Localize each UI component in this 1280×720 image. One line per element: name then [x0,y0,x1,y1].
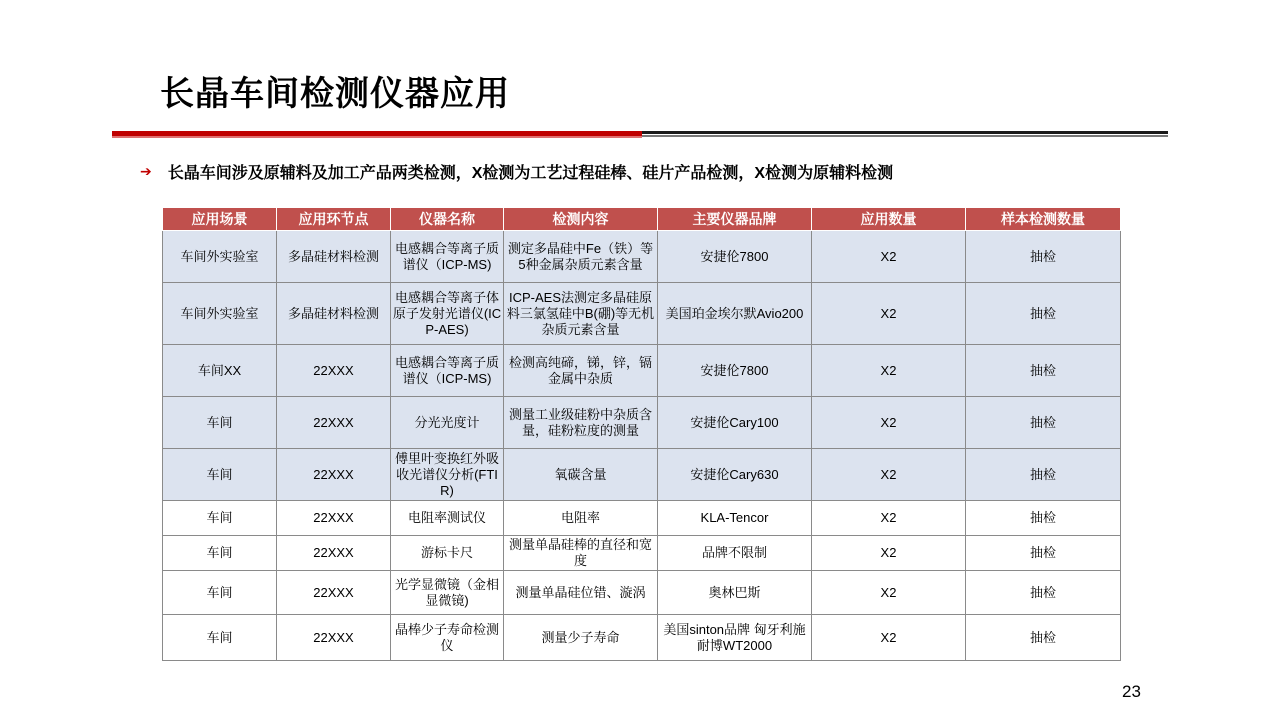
header-cell: 仪器名称 [391,208,504,231]
cell-content: 氧碳含量 [504,449,658,501]
cell-brand: 安捷伦7800 [658,231,812,283]
header-cell: 样本检测数量 [966,208,1121,231]
cell-node: 22XXX [277,571,391,615]
cell-brand: 品牌不限制 [658,536,812,571]
cell-instrument: 傅里叶变换红外吸收光谱仪分析(FTIR) [391,449,504,501]
cell-content: 测量少子寿命 [504,615,658,661]
table-row [163,615,1121,661]
cell-sample: 抽检 [966,283,1121,345]
bullet-point [140,160,893,183]
table-row [163,345,1121,397]
cell-node: 多晶硅材料检测 [277,283,391,345]
cell-content: 测量工业级硅粉中杂质含量，硅粉粒度的测量 [504,397,658,449]
cell-qty: X2 [812,283,966,345]
cell-node: 22XXX [277,449,391,501]
table-row [163,536,1121,571]
cell-qty: X2 [812,449,966,501]
cell-sample: 抽检 [966,571,1121,615]
cell-instrument: 晶棒少子寿命检测仪 [391,615,504,661]
header-cell: 应用场景 [163,208,277,231]
header-cell: 应用数量 [812,208,966,231]
header-cell: 检测内容 [504,208,658,231]
cell-scene: 车间外实验室 [163,283,277,345]
cell-instrument: 光学显微镜（金相显微镜) [391,571,504,615]
cell-qty: X2 [812,345,966,397]
cell-brand: KLA-Tencor [658,501,812,536]
cell-content: 测定多晶硅中Fe（铁）等5种金属杂质元素含量 [504,231,658,283]
table-row [163,571,1121,615]
cell-qty: X2 [812,536,966,571]
cell-sample: 抽检 [966,449,1121,501]
cell-node: 多晶硅材料检测 [277,231,391,283]
cell-node: 22XXX [277,536,391,571]
cell-qty: X2 [812,397,966,449]
table-row [163,397,1121,449]
cell-scene: 车间 [163,397,277,449]
cell-sample: 抽检 [966,615,1121,661]
cell-node: 22XXX [277,615,391,661]
cell-node: 22XXX [277,345,391,397]
bullet-text: 长晶车间涉及原辅料及加工产品两类检测，X检测为工艺过程硅棒、硅片产品检测，X检测为原辅料检测 [167,165,894,182]
cell-sample: 抽检 [966,231,1121,283]
cell-content: 电阻率 [504,501,658,536]
header-cell: 应用环节点 [277,208,391,231]
cell-scene: 车间XX [163,345,277,397]
cell-instrument: 电感耦合等离子质谱仪（ICP-MS) [391,231,504,283]
cell-brand: 安捷伦Cary630 [658,449,812,501]
cell-brand: 安捷伦7800 [658,345,812,397]
cell-instrument: 游标卡尺 [391,536,504,571]
cell-scene: 车间 [163,449,277,501]
cell-sample: 抽检 [966,397,1121,449]
cell-sample: 抽检 [966,501,1121,536]
cell-scene: 车间 [163,571,277,615]
cell-node: 22XXX [277,397,391,449]
cell-instrument: 分光光度计 [391,397,504,449]
cell-brand: 安捷伦Cary100 [658,397,812,449]
table-row [163,231,1121,283]
cell-brand: 美国sinton品牌 匈牙利施耐博WT2000 [658,615,812,661]
cell-sample: 抽检 [966,536,1121,571]
table-row [163,501,1121,536]
cell-content: 检测高纯碲，锑，锌，镉金属中杂质 [504,345,658,397]
title-divider [112,131,1168,139]
header-cell: 主要仪器品牌 [658,208,812,231]
cell-qty: X2 [812,231,966,283]
cell-content: 测量单晶硅位错、漩涡 [504,571,658,615]
cell-scene: 车间 [163,536,277,571]
page-number: 23 [1122,682,1141,701]
cell-brand: 美国珀金埃尔默Avio200 [658,283,812,345]
slide-title: 长晶车间检测仪器应用 [160,75,510,113]
cell-qty: X2 [812,501,966,536]
cell-instrument: 电感耦合等离子质谱仪（ICP-MS) [391,345,504,397]
cell-instrument: 电感耦合等离子体原子发射光谱仪(ICP-AES) [391,283,504,345]
cell-node: 22XXX [277,501,391,536]
cell-content: ICP-AES法测定多晶硅原料三氯氢硅中B(硼)等无机杂质元素含量 [504,283,658,345]
table-row [163,283,1121,345]
cell-scene: 车间外实验室 [163,231,277,283]
table-header-row [163,208,1121,231]
cell-scene: 车间 [163,501,277,536]
table-row [163,449,1121,501]
bullet-arrow-icon: ➔ [140,163,152,179]
instrument-table [162,207,1121,661]
cell-instrument: 电阻率测试仪 [391,501,504,536]
cell-qty: X2 [812,615,966,661]
cell-content: 测量单晶硅棒的直径和宽度 [504,536,658,571]
cell-qty: X2 [812,571,966,615]
cell-brand: 奥林巴斯 [658,571,812,615]
cell-sample: 抽检 [966,345,1121,397]
cell-scene: 车间 [163,615,277,661]
